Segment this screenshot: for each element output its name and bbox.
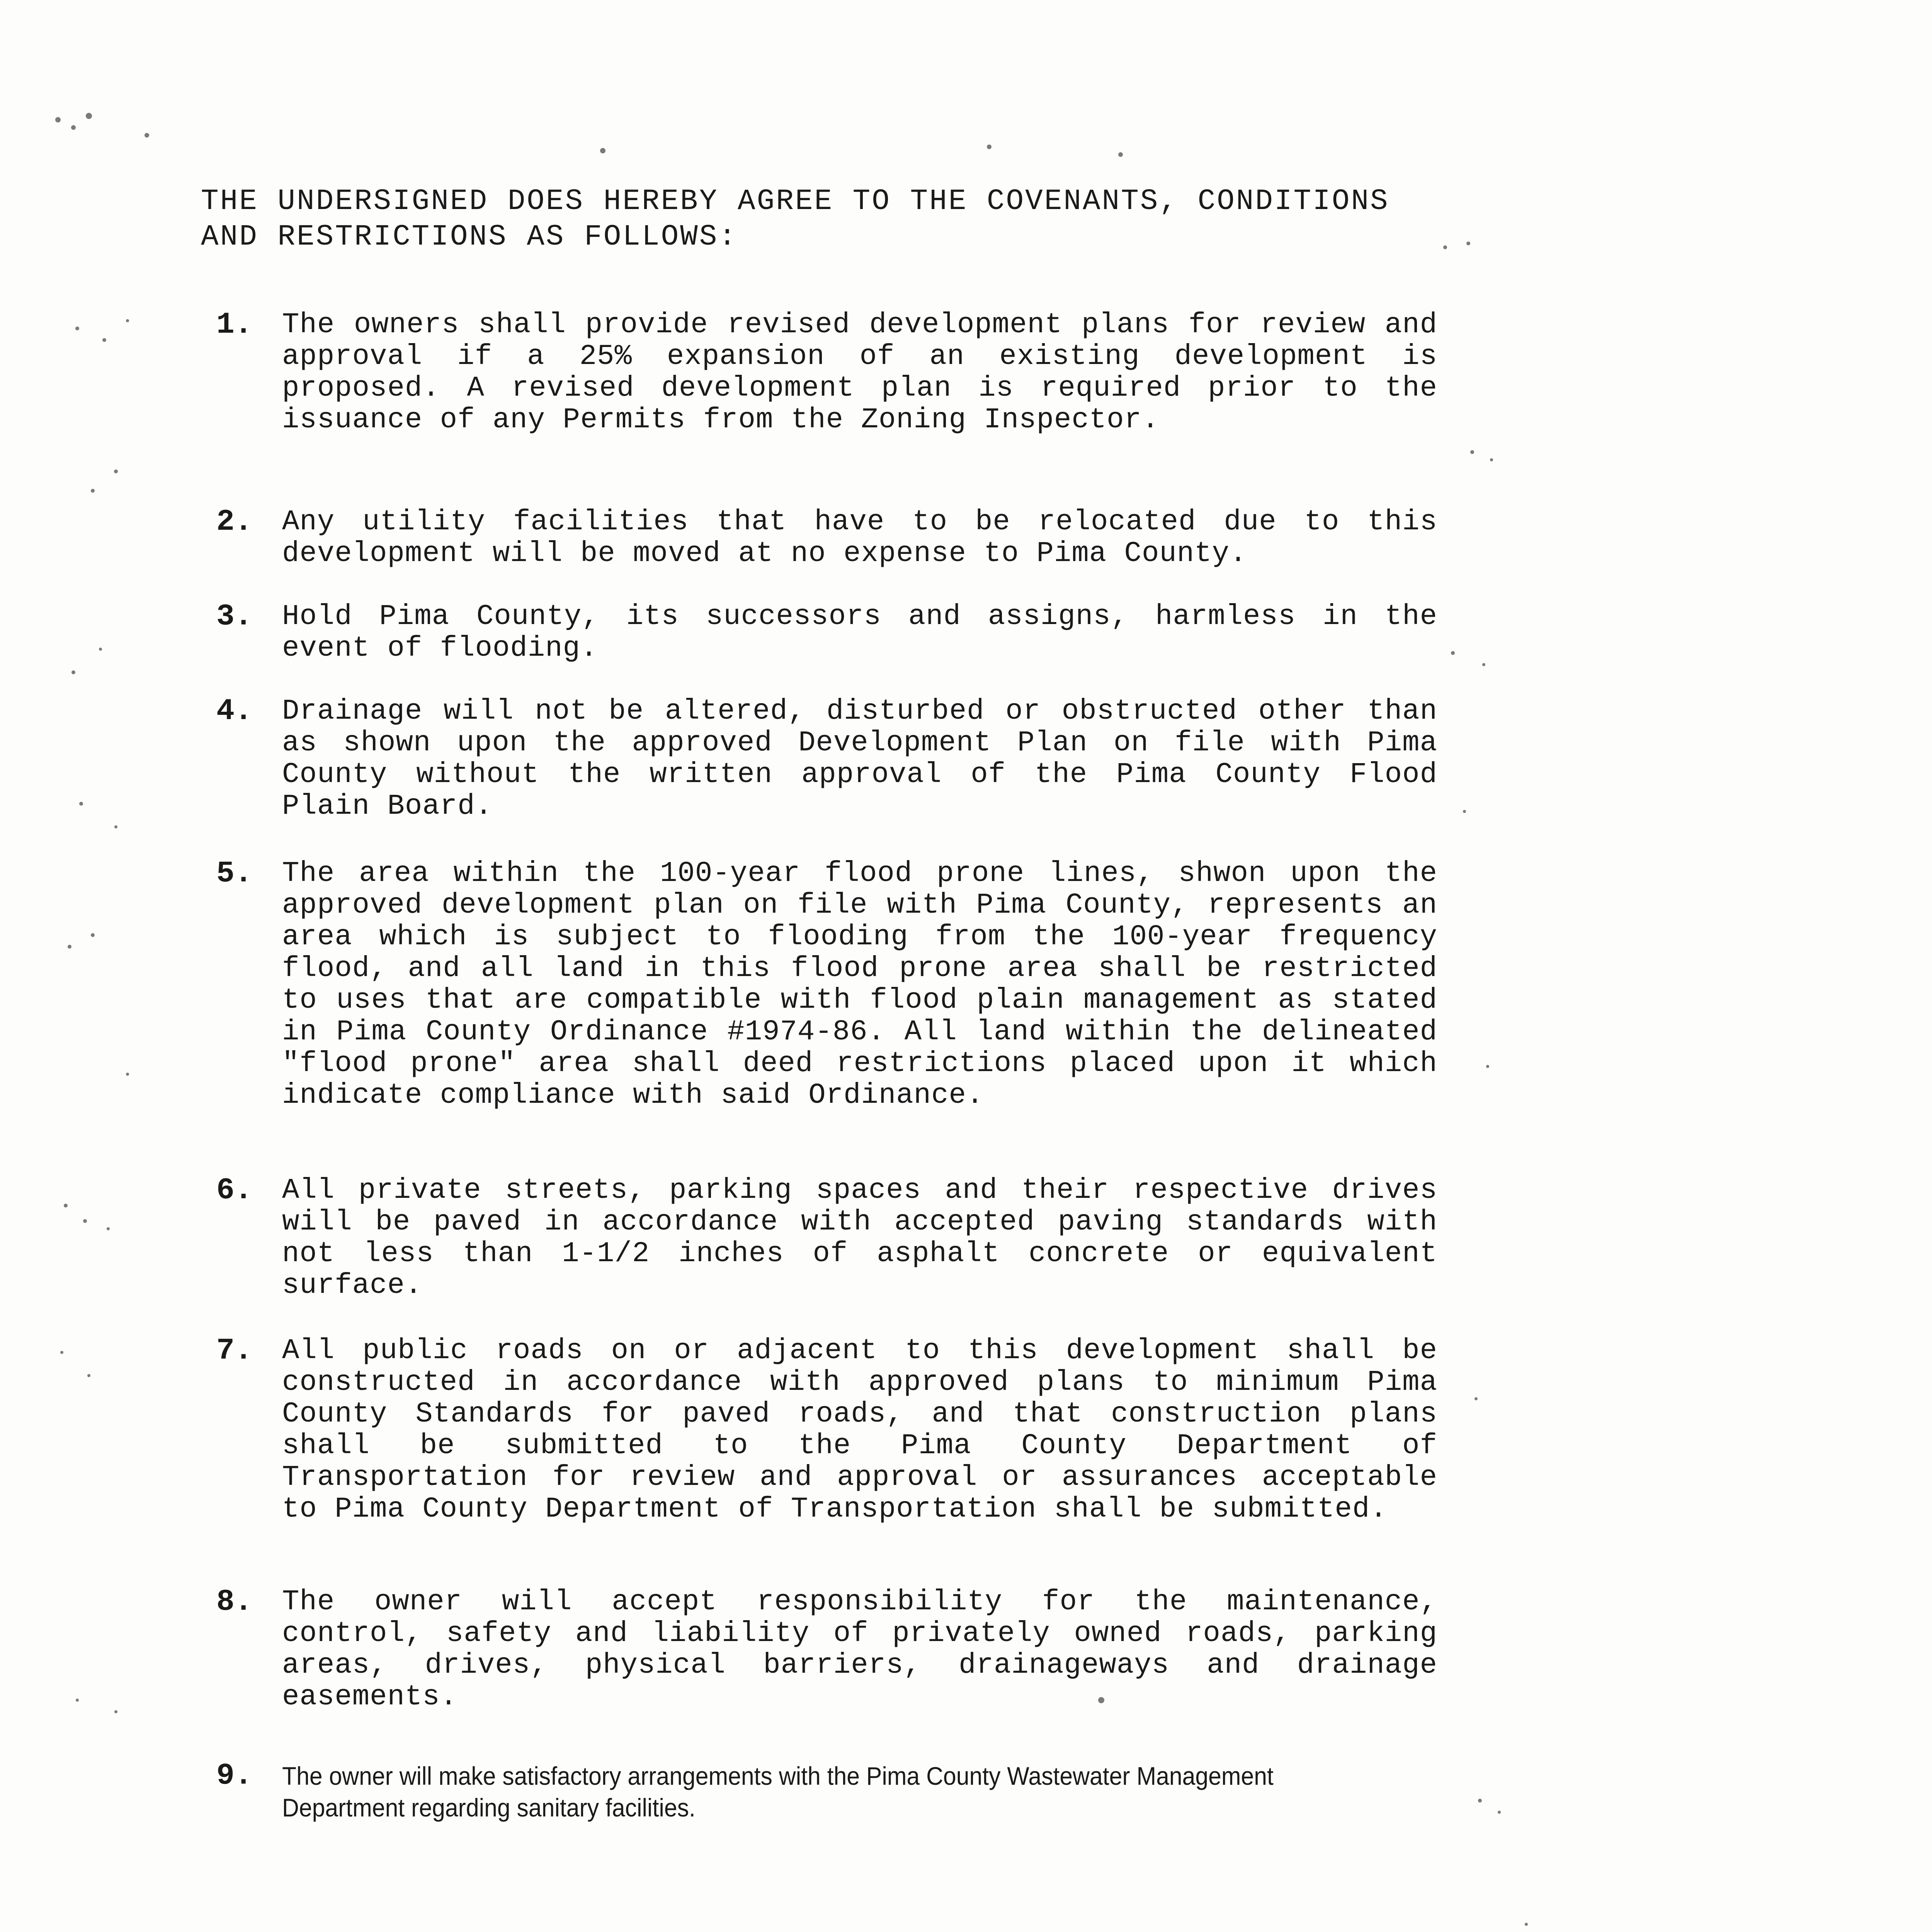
covenant-item-9 [216,1760,1453,1823]
covenant-item-2 [216,506,1453,570]
item-number: 8. [216,1585,253,1619]
covenant-item-7 [216,1335,1453,1525]
covenant-item-3 [216,601,1453,664]
covenant-item-1 [216,309,1453,436]
covenant-item-8 [216,1586,1453,1713]
item-number: 7. [216,1334,253,1368]
item-number: 3. [216,600,253,634]
item-text: Hold Pima County, its successors and assigns, harmless in the event of flooding. [282,600,1437,665]
item-number: 6. [216,1173,253,1208]
document-heading: THE UNDERSIGNED DOES HEREBY AGREE TO THE COVENANTS, CONDITIONS AND RESTRICTIONS AS FOLLOWS: [201,185,1389,253]
item-number: 4. [216,694,253,728]
covenant-item-6 [216,1175,1453,1301]
item-text: All public roads on or adjacent to this development shall be constructed in accordance with approved plans to minimum Pima County Standards for paved roads, and that construction plans shall be submitted to the Pima County Department of Transportation for review and approval or assurances acceptable to Pima County Department of Transportation shall be submitted. [282,1335,1437,1526]
item-text: The owners shall provide revised development plans for review and approval if a 25% expansion of an existing development is proposed. A revised development plan is required prior to the issuance of any Permits from the Zoning Inspector. [282,309,1437,436]
item-number: 9. [216,1759,253,1793]
item-text: The area within the 100-year flood prone lines, shwon upon the approved development plan on file with Pima County, represents an area which is subject to flooding from the 100-year frequency flood, and all land in this flood prone area shall be restricted to uses that are compatible with flood plain management as stated in Pima County Ordinance #1974-86. All land within the delineated "flood prone" area shall deed restrictions placed upon it which indicate compliance with said Ordinance. [282,857,1437,1112]
item-text: All private streets, parking spaces and their respective drives will be paved in accordance with accepted paving standards with not less than 1-1/2 inches of asphalt concrete or equivalent surface. [282,1174,1437,1302]
item-text: The owner will make satisfactory arrangements with the Pima County Wastewater Management Department regarding sanitary facilities. [282,1762,1274,1822]
item-text: The owner will accept responsibility for the maintenance, control, safety and liability of privately owned roads, parking areas, drives, physical barriers, drainageways and drainage easements. [282,1586,1437,1713]
item-text: Drainage will not be altered, disturbed or obstructed other than as shown upon the approved Development Plan on file with Pima County without the written approval of the Pima County Flood Plain Board. [282,695,1437,823]
item-number: 2. [216,505,253,539]
item-text: Any utility facilities that have to be relocated due to this development will be moved at no expense to Pima County. [282,506,1437,570]
covenant-item-4 [216,696,1453,822]
covenant-item-5 [216,858,1453,1111]
item-number: 1. [216,308,253,342]
item-number: 5. [216,857,253,891]
